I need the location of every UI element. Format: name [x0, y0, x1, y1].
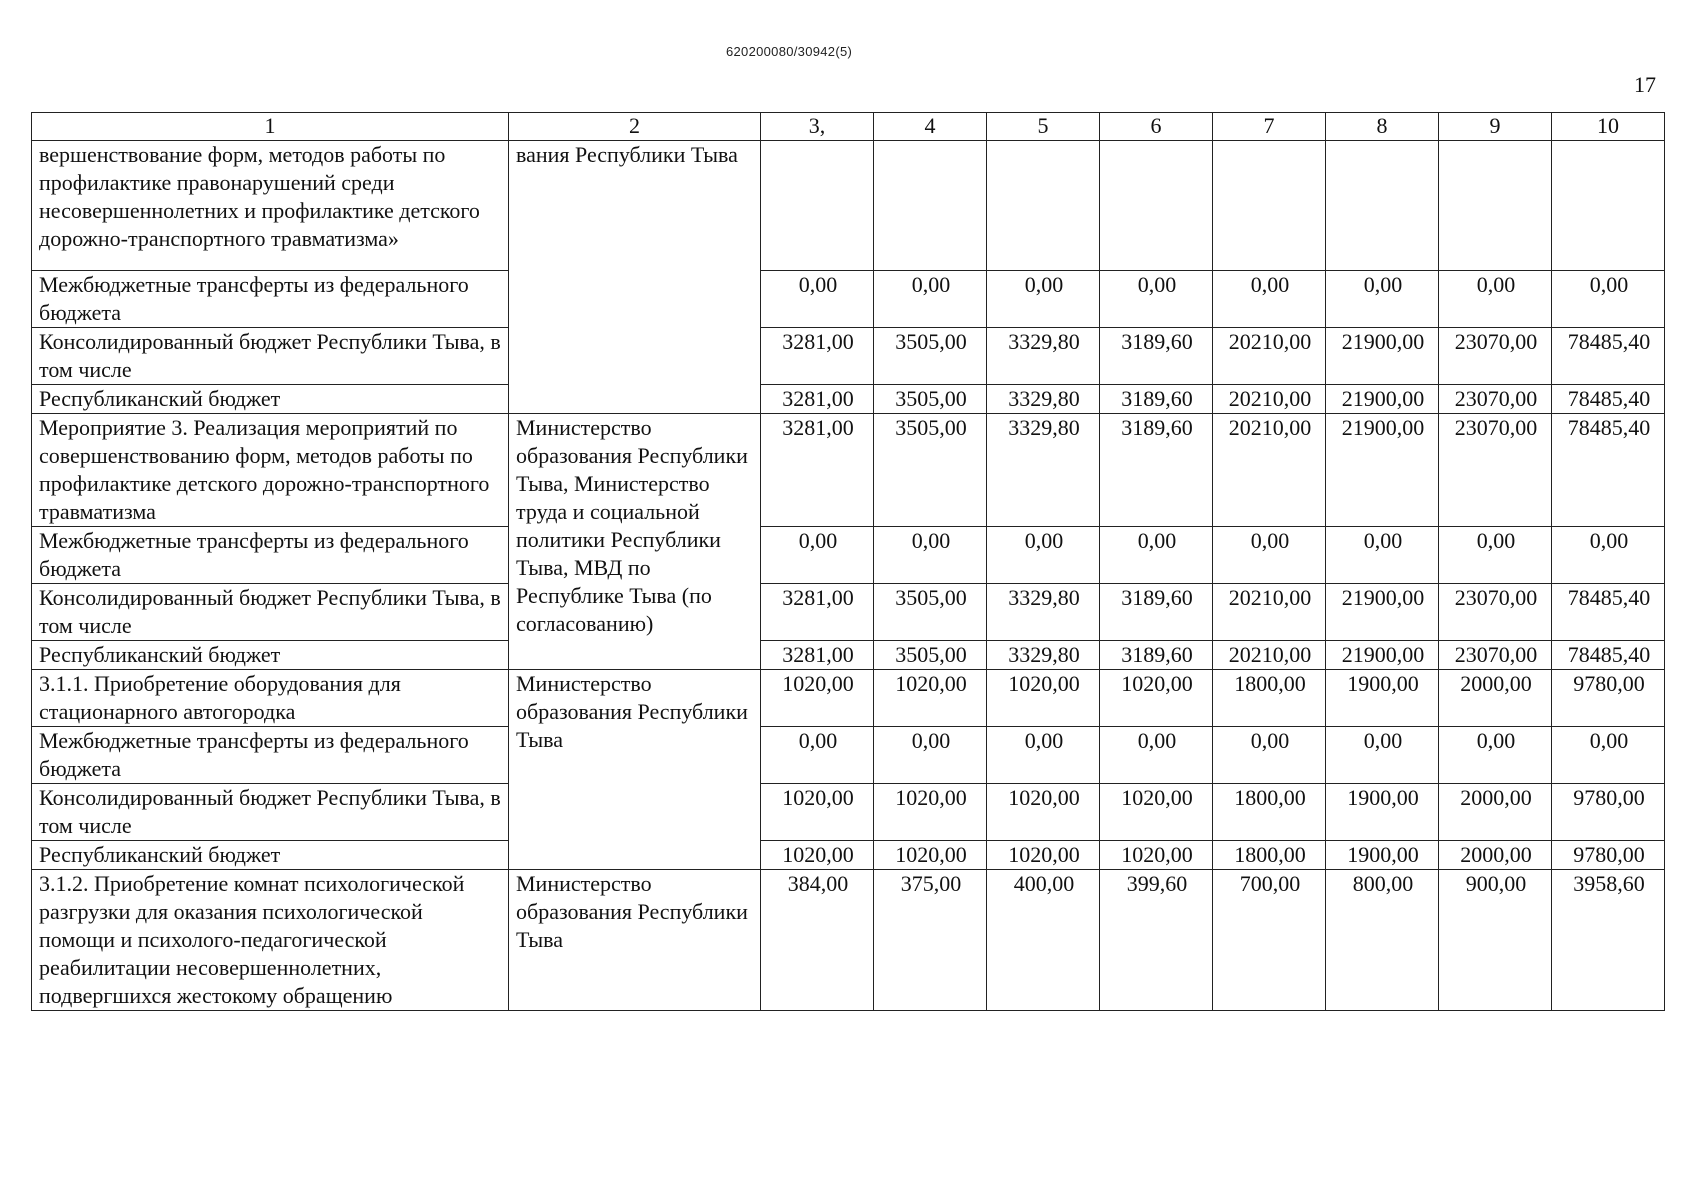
amount-cell: 78485,40 [1552, 385, 1665, 414]
table-row [32, 841, 1665, 870]
amount-cell: 3505,00 [874, 328, 987, 385]
amount-cell: 0,00 [987, 271, 1100, 328]
amount-cell: 23070,00 [1439, 414, 1552, 527]
amount-cell: 0,00 [1100, 271, 1213, 328]
executor-cell: Министерство образования Республики Тыва [509, 870, 761, 1011]
amount-cell: 20210,00 [1213, 414, 1326, 527]
amount-cell: 0,00 [874, 527, 987, 584]
amount-cell: 0,00 [1439, 727, 1552, 784]
amount-cell [987, 141, 1100, 271]
amount-cell: 0,00 [1100, 527, 1213, 584]
amount-cell: 3189,60 [1100, 385, 1213, 414]
amount-cell: 700,00 [1213, 870, 1326, 1011]
amount-cell [1439, 141, 1552, 271]
amount-cell: 3189,60 [1100, 328, 1213, 385]
table-row [32, 414, 1665, 527]
column-header: 8 [1326, 113, 1439, 141]
amount-cell: 3505,00 [874, 414, 987, 527]
amount-cell: 400,00 [987, 870, 1100, 1011]
amount-cell: 0,00 [1552, 727, 1665, 784]
table-body [32, 141, 1665, 1011]
amount-cell: 21900,00 [1326, 414, 1439, 527]
executor-cell: вания Республики Тыва [509, 141, 761, 414]
table-row [32, 870, 1665, 1011]
amount-cell: 21900,00 [1326, 584, 1439, 641]
amount-cell: 0,00 [1213, 271, 1326, 328]
amount-cell: 1900,00 [1326, 670, 1439, 727]
amount-cell: 21900,00 [1326, 328, 1439, 385]
table-row [32, 385, 1665, 414]
amount-cell: 9780,00 [1552, 784, 1665, 841]
amount-cell: 9780,00 [1552, 841, 1665, 870]
amount-cell: 20210,00 [1213, 584, 1326, 641]
amount-cell: 0,00 [1326, 727, 1439, 784]
row-name-cell: 3.1.2. Приобретение комнат психологической разгрузки для оказания психологической помощи и психолого-педагогической реабилитации несовершеннолетних, подвергшихся жестокому обращению [32, 870, 509, 1011]
amount-cell: 1900,00 [1326, 784, 1439, 841]
amount-cell: 23070,00 [1439, 641, 1552, 670]
amount-cell: 23070,00 [1439, 328, 1552, 385]
amount-cell: 1020,00 [761, 784, 874, 841]
row-name-cell: вершенствование форм, методов работы по профилактике правонарушений среди несовершеннолетних и профилактике детского дорожно-транспортного травматизма» [32, 141, 509, 271]
row-name-cell: 3.1.1. Приобретение оборудования для стационарного автогородка [32, 670, 509, 727]
column-header: 6 [1100, 113, 1213, 141]
amount-cell: 1020,00 [987, 784, 1100, 841]
executor-cell: Министерство образования Республики Тыва, Министерство труда и социальной политики Республики Тыва, МВД по Республике Тыва (по согласованию) [509, 414, 761, 670]
amount-cell: 3505,00 [874, 584, 987, 641]
amount-cell [1552, 141, 1665, 271]
table-row [32, 784, 1665, 841]
amount-cell: 2000,00 [1439, 841, 1552, 870]
row-name-cell: Межбюджетные трансферты из федерального бюджета [32, 271, 509, 328]
amount-cell: 3281,00 [761, 328, 874, 385]
amount-cell: 1900,00 [1326, 841, 1439, 870]
amount-cell: 23070,00 [1439, 584, 1552, 641]
amount-cell [761, 141, 874, 271]
amount-cell: 1800,00 [1213, 784, 1326, 841]
table-row [32, 527, 1665, 584]
amount-cell: 1020,00 [1100, 670, 1213, 727]
amount-cell: 3958,60 [1552, 870, 1665, 1011]
row-name-cell: Консолидированный бюджет Республики Тыва, в том числе [32, 784, 509, 841]
amount-cell: 3189,60 [1100, 641, 1213, 670]
amount-cell [1100, 141, 1213, 271]
amount-cell: 3329,80 [987, 584, 1100, 641]
row-name-cell: Консолидированный бюджет Республики Тыва, в том числе [32, 584, 509, 641]
row-name-cell: Республиканский бюджет [32, 641, 509, 670]
amount-cell: 3329,80 [987, 641, 1100, 670]
row-name-cell: Республиканский бюджет [32, 841, 509, 870]
amount-cell: 1800,00 [1213, 841, 1326, 870]
page-number: 17 [1634, 72, 1656, 97]
column-header: 4 [874, 113, 987, 141]
row-name-cell: Межбюджетные трансферты из федерального бюджета [32, 527, 509, 584]
amount-cell: 3281,00 [761, 641, 874, 670]
amount-cell: 800,00 [1326, 870, 1439, 1011]
amount-cell: 0,00 [761, 727, 874, 784]
amount-cell: 78485,40 [1552, 584, 1665, 641]
amount-cell: 20210,00 [1213, 641, 1326, 670]
amount-cell: 1020,00 [761, 670, 874, 727]
amount-cell: 3281,00 [761, 385, 874, 414]
amount-cell: 399,60 [1100, 870, 1213, 1011]
document-code: 620200080/30942(5) [726, 44, 853, 59]
amount-cell: 78485,40 [1552, 641, 1665, 670]
amount-cell: 0,00 [1439, 527, 1552, 584]
row-name-cell: Мероприятие 3. Реализация мероприятий по совершенствованию форм, методов работы по профилактике детского дорожно-транспортного травматизма [32, 414, 509, 527]
amount-cell: 0,00 [1552, 527, 1665, 584]
amount-cell: 1020,00 [987, 841, 1100, 870]
column-header: 9 [1439, 113, 1552, 141]
column-header: 7 [1213, 113, 1326, 141]
amount-cell: 3281,00 [761, 584, 874, 641]
row-name-cell: Консолидированный бюджет Республики Тыва, в том числе [32, 328, 509, 385]
amount-cell: 1020,00 [874, 670, 987, 727]
amount-cell: 3281,00 [761, 414, 874, 527]
column-header: 5 [987, 113, 1100, 141]
row-name-cell: Межбюджетные трансферты из федерального бюджета [32, 727, 509, 784]
table-row [32, 271, 1665, 328]
amount-cell: 0,00 [1213, 527, 1326, 584]
amount-cell: 3329,80 [987, 328, 1100, 385]
amount-cell: 2000,00 [1439, 670, 1552, 727]
table-header [32, 113, 1665, 141]
amount-cell: 0,00 [1100, 727, 1213, 784]
amount-cell: 9780,00 [1552, 670, 1665, 727]
amount-cell: 1020,00 [874, 784, 987, 841]
executor-cell: Министерство образования Республики Тыва [509, 670, 761, 870]
amount-cell: 20210,00 [1213, 385, 1326, 414]
amount-cell: 0,00 [1213, 727, 1326, 784]
amount-cell: 78485,40 [1552, 328, 1665, 385]
amount-cell: 3505,00 [874, 385, 987, 414]
amount-cell: 0,00 [874, 271, 987, 328]
amount-cell: 1020,00 [1100, 784, 1213, 841]
amount-cell [874, 141, 987, 271]
amount-cell: 21900,00 [1326, 641, 1439, 670]
amount-cell: 0,00 [1552, 271, 1665, 328]
column-header: 3, [761, 113, 874, 141]
amount-cell: 0,00 [987, 727, 1100, 784]
table-row [32, 141, 1665, 271]
amount-cell: 375,00 [874, 870, 987, 1011]
amount-cell: 1020,00 [987, 670, 1100, 727]
amount-cell: 1020,00 [1100, 841, 1213, 870]
amount-cell: 0,00 [761, 271, 874, 328]
amount-cell: 3189,60 [1100, 414, 1213, 527]
table-row [32, 584, 1665, 641]
amount-cell: 23070,00 [1439, 385, 1552, 414]
row-name-cell: Республиканский бюджет [32, 385, 509, 414]
amount-cell: 1020,00 [761, 841, 874, 870]
budget-table [31, 112, 1665, 1011]
amount-cell: 78485,40 [1552, 414, 1665, 527]
amount-cell: 21900,00 [1326, 385, 1439, 414]
amount-cell: 1800,00 [1213, 670, 1326, 727]
amount-cell: 1020,00 [874, 841, 987, 870]
column-number-row [32, 113, 1665, 141]
amount-cell: 20210,00 [1213, 328, 1326, 385]
amount-cell: 0,00 [1439, 271, 1552, 328]
table-row [32, 641, 1665, 670]
amount-cell [1326, 141, 1439, 271]
amount-cell: 0,00 [987, 527, 1100, 584]
amount-cell: 0,00 [1326, 271, 1439, 328]
amount-cell: 0,00 [874, 727, 987, 784]
amount-cell: 0,00 [761, 527, 874, 584]
column-header: 2 [509, 113, 761, 141]
amount-cell: 3189,60 [1100, 584, 1213, 641]
table-row [32, 328, 1665, 385]
amount-cell: 0,00 [1326, 527, 1439, 584]
table-row [32, 727, 1665, 784]
amount-cell: 384,00 [761, 870, 874, 1011]
amount-cell [1213, 141, 1326, 271]
amount-cell: 2000,00 [1439, 784, 1552, 841]
amount-cell: 3329,80 [987, 385, 1100, 414]
table-row [32, 670, 1665, 727]
column-header: 10 [1552, 113, 1665, 141]
column-header: 1 [32, 113, 509, 141]
amount-cell: 900,00 [1439, 870, 1552, 1011]
amount-cell: 3329,80 [987, 414, 1100, 527]
amount-cell: 3505,00 [874, 641, 987, 670]
